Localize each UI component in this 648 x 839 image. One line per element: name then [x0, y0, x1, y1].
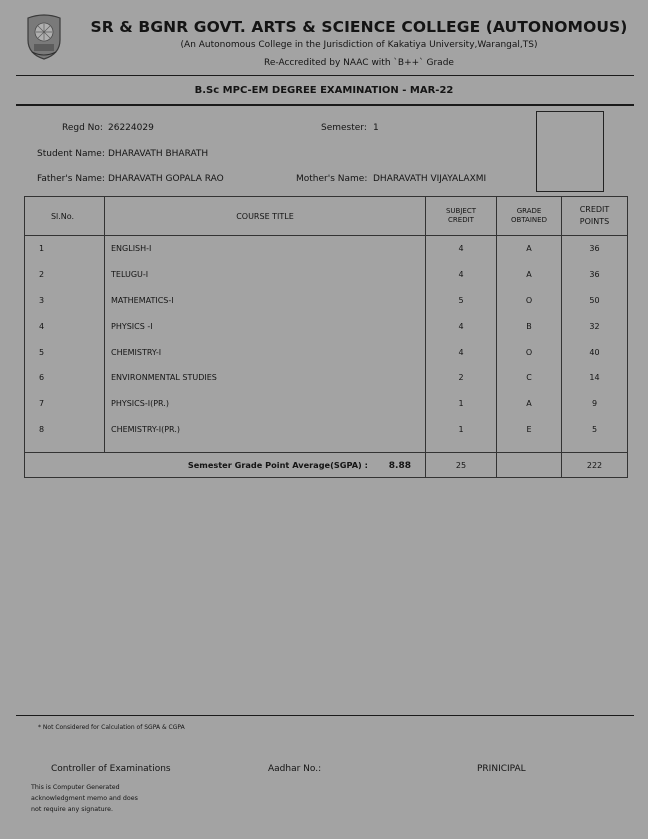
header-course-title: COURSE TITLE — [105, 197, 426, 236]
row-sl-no: 4 — [25, 313, 105, 339]
aadhar-label: Aadhar No.: — [268, 764, 322, 774]
sgpa-label: Semester Grade Point Average(SGPA) : — [187, 459, 368, 470]
header-grade-obtained — [497, 197, 562, 236]
row-credit: 4 — [426, 236, 497, 262]
row-credit: 1 — [426, 417, 497, 443]
student-name-value: DHARAVATH BHARATH — [108, 149, 209, 159]
sgpa-note: * Not Considered for Calculation of SGPA & CGPA — [38, 724, 185, 731]
row-grade: O — [497, 339, 562, 365]
row-sl-no: 1 — [25, 236, 105, 262]
mother-name-label: Mother's Name: — [296, 174, 368, 184]
row-grade: A — [497, 236, 562, 262]
row-sl-no: 2 — [25, 262, 105, 288]
marks-table-header — [25, 197, 628, 236]
semester-value: 1 — [373, 123, 379, 133]
table-row — [25, 417, 628, 443]
row-sl-no: 5 — [25, 339, 105, 365]
row-course-title: PHYSICS -I — [105, 313, 426, 339]
table-row-spacer — [25, 442, 628, 453]
row-points: 40 — [589, 347, 600, 357]
photo-box — [536, 111, 604, 192]
header-divider-bottom — [16, 104, 634, 106]
college-affiliation: (An Autonomous College in the Jurisdiction of Kakatiya University,Warangal,TS) — [180, 40, 538, 50]
college-accreditation: Re-Accredited by NAAC with `B++` Grade — [264, 58, 454, 68]
mother-name-value: DHARAVATH VIJAYALAXMI — [373, 174, 487, 184]
regd-no-value: 26224029 — [108, 123, 154, 133]
semester-label: Semester: — [321, 123, 367, 133]
row-credit: 4 — [426, 313, 497, 339]
row-grade: O — [497, 288, 562, 314]
row-points: 9 — [591, 399, 598, 409]
header-grade-line2: OBTAINED — [511, 216, 547, 224]
footer-divider — [16, 715, 634, 716]
table-row — [25, 339, 628, 365]
row-grade: B — [497, 313, 562, 339]
row-credit: 2 — [426, 365, 497, 391]
row-sl-no: 7 — [25, 391, 105, 417]
generated-note-line1: This is Computer Generated — [31, 784, 120, 791]
marks-table — [24, 196, 628, 478]
table-row — [25, 313, 628, 339]
table-row — [25, 288, 628, 314]
table-row — [25, 391, 628, 417]
header-divider-top — [16, 75, 634, 76]
header-subject-credit-line2: CREDIT — [448, 216, 474, 224]
header-points-line1: CREDIT — [579, 205, 610, 214]
college-logo — [24, 14, 64, 60]
row-grade: C — [497, 365, 562, 391]
row-sl-no: 6 — [25, 365, 105, 391]
header-subject-credit-line1: SUBJECT — [445, 207, 477, 215]
table-row — [25, 365, 628, 391]
sgpa-value: 8.88 — [388, 460, 411, 471]
controller-signature-label: Controller of Examinations — [51, 764, 171, 774]
row-course-title: TELUGU-I — [105, 262, 426, 288]
row-course-title: ENGLISH-I — [105, 236, 426, 262]
row-course-title: CHEMISTRY-I — [105, 339, 426, 365]
total-credits: 25 — [426, 453, 497, 478]
sgpa-row — [25, 453, 628, 478]
generated-note-line3: not require any signature. — [31, 806, 113, 813]
table-row — [25, 236, 628, 262]
header-subject-credit — [426, 197, 497, 236]
row-course-title: MATHEMATICS-I — [105, 288, 426, 314]
row-points: 32 — [589, 321, 600, 331]
header-sl-no: Sl.No. — [25, 197, 105, 236]
computer-generated-note — [31, 782, 138, 815]
header-points-line2: POINTS — [579, 217, 610, 226]
row-course-title: ENVIRONMENTAL STUDIES — [105, 365, 426, 391]
regd-no-label: Regd No: — [62, 123, 103, 133]
row-points: 36 — [589, 244, 600, 254]
row-grade: E — [497, 417, 562, 443]
student-name-label: Student Name: — [37, 149, 105, 159]
header-credit-points — [562, 197, 628, 236]
row-course-title: CHEMISTRY-I(PR.) — [105, 417, 426, 443]
exam-title: B.Sc MPC-EM DEGREE EXAMINATION - MAR-22 — [194, 85, 454, 96]
row-points: 14 — [589, 373, 600, 383]
row-points: 36 — [589, 270, 600, 280]
sgpa-cell — [25, 453, 426, 478]
father-name-value: DHARAVATH GOPALA RAO — [108, 174, 224, 184]
college-name: SR & BGNR GOVT. ARTS & SCIENCE COLLEGE (AUTONOMOUS) — [90, 18, 628, 36]
row-grade: A — [497, 262, 562, 288]
row-course-title: PHYSICS-I(PR.) — [105, 391, 426, 417]
row-points: 50 — [589, 295, 600, 305]
table-row — [25, 262, 628, 288]
row-credit: 1 — [426, 391, 497, 417]
row-points: 5 — [591, 424, 598, 434]
row-grade: A — [497, 391, 562, 417]
total-credit-points: 222 — [562, 453, 628, 478]
generated-note-line2: acknowledgment memo and does — [31, 795, 138, 802]
father-name-label: Father's Name: — [37, 174, 105, 184]
row-credit: 4 — [426, 339, 497, 365]
row-credit: 4 — [426, 262, 497, 288]
row-sl-no: 8 — [25, 417, 105, 443]
row-credit: 5 — [426, 288, 497, 314]
principal-signature-label: PRINICIPAL — [477, 764, 526, 774]
row-sl-no: 3 — [25, 288, 105, 314]
total-grade-empty — [497, 453, 562, 478]
header-grade-line1: GRADE — [516, 207, 542, 215]
